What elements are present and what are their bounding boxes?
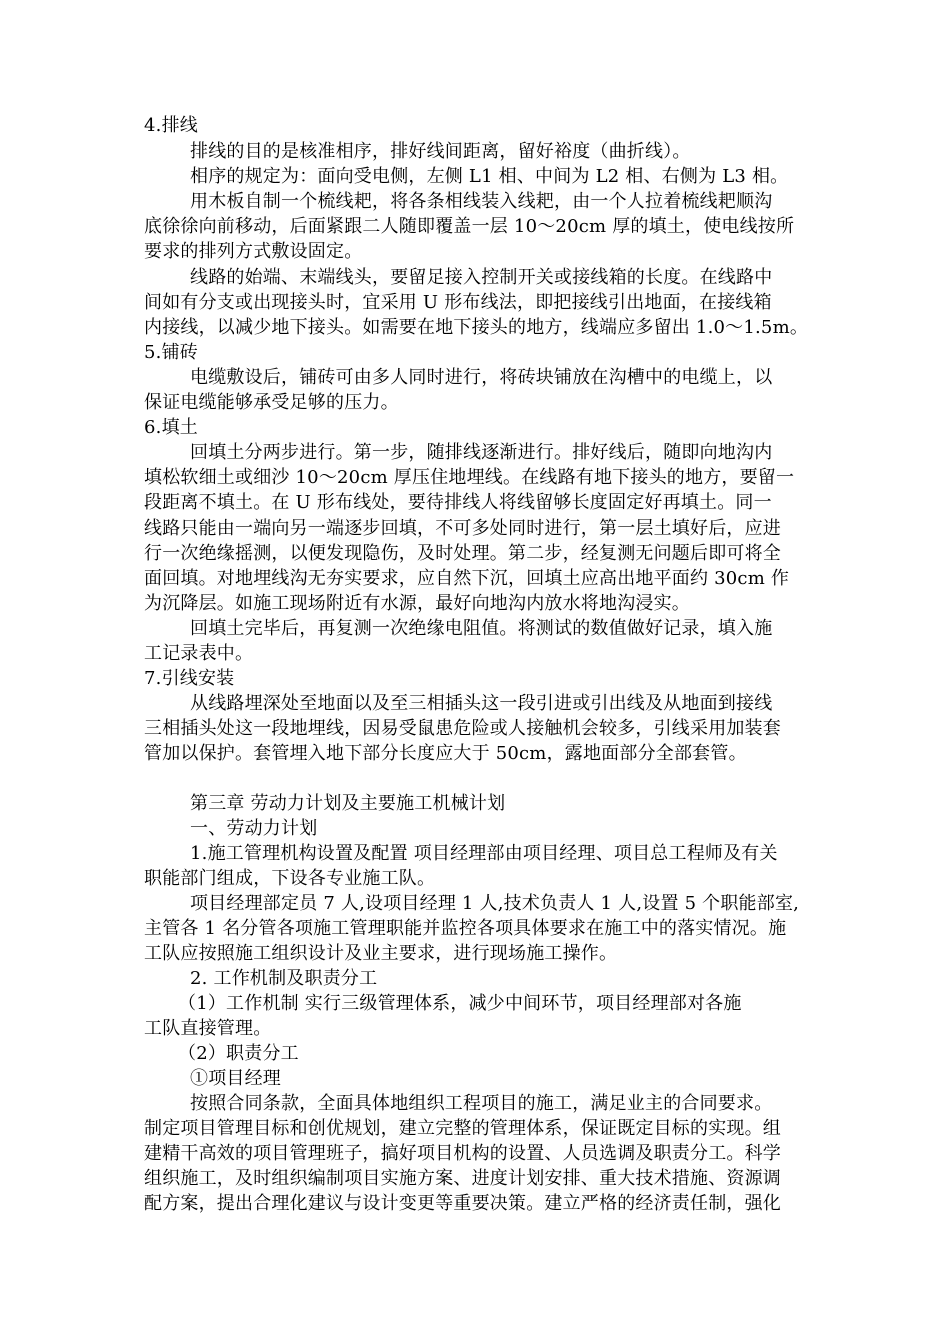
paragraph-line: 电缆敷设后，铺砖可由多人同时进行，将砖块铺放在沟槽中的电缆上，以 (190, 367, 773, 388)
paragraph-line: 从线路埋深处至地面以及至三相插头这一段引进或引出线及从地面到接线 (190, 693, 773, 714)
paragraph-line: 行一次绝缘摇测，以便发现隐伤，及时处理。第二步，经复测无问题后即可将全 (144, 543, 781, 564)
paragraph-line: 工记录表中。 (144, 643, 254, 664)
subsection-heading: 2. 工作机制及职责分工 (190, 968, 378, 989)
paragraph-line: 底徐徐向前移动，后面紧跟二人随即覆盖一层 10～20cm 厚的填土，使电线按所 (144, 216, 795, 237)
section-heading-5: 5.铺砖 (144, 342, 198, 363)
paragraph-line: 职能部门组成，下设各专业施工队。 (144, 868, 436, 889)
paragraph-line: 为沉降层。如施工现场附近有水源，最好向地沟内放水将地沟浸实。 (144, 593, 690, 614)
paragraph-line: 线路只能由一端向另一端逐步回填，不可多处同时进行，第一层土填好后，应进 (144, 518, 781, 539)
paragraph-line: 管加以保护。套管埋入地下部分长度应大于 50cm，露地面部分全部套管。 (144, 743, 747, 764)
section-heading-4: 4.排线 (144, 115, 198, 136)
paragraph-line: 内接线，以减少地下接头。如需要在地下接头的地方，线端应多留出 1.0～1.5m。 (144, 317, 809, 338)
paragraph-line: 配方案，提出合理化建议与设计变更等重要决策。建立严格的经济责任制，强化 (144, 1193, 781, 1214)
paragraph-line: 主管各 1 名分管各项施工管理职能并监控各项具体要求在施工中的落实情况。施 (144, 918, 787, 939)
chapter-title: 第三章 劳动力计划及主要施工机械计划 (190, 793, 506, 814)
paragraph-line: 段距离不填土。在 U 形布线处，要待排线人将线留够长度固定好再填土。同一 (144, 492, 772, 513)
paragraph-line: 三相插头处这一段地埋线，因易受鼠患危险或人接触机会较多，引线采用加装套 (144, 718, 781, 739)
paragraph-line: 回填土分两步进行。第一步，随排线逐渐进行。排好线后，随即向地沟内 (190, 442, 773, 463)
paragraph-line: 建精干高效的项目管理班子，搞好项目机构的设置、人员选调及职责分工。科学 (144, 1143, 781, 1164)
paragraph-line: 工队直接管理。 (144, 1018, 272, 1039)
paragraph-line: 填松软细土或细沙 10～20cm 厚压住地埋线。在线路有地下接头的地方，要留一 (144, 467, 795, 488)
paragraph-line: （1）工作机制 实行三级管理体系，减少中间环节，项目经理部对各施 (178, 993, 742, 1014)
paragraph-line: 要求的排列方式敷设固定。 (144, 241, 363, 262)
paragraph-line: 线路的始端、末端线头，要留足接入控制开关或接线箱的长度。在线路中 (190, 267, 773, 288)
paragraph-line: 工队应按照施工组织设计及业主要求，进行现场施工操作。 (144, 943, 618, 964)
paragraph-line: 保证电缆能够承受足够的压力。 (144, 392, 399, 413)
paragraph-line: 排线的目的是核准相序，排好线间距离，留好裕度（曲折线）。 (190, 141, 691, 162)
paragraph-line: 制定项目管理目标和创优规划，建立完整的管理体系，保证既定目标的实现。组 (144, 1118, 781, 1139)
paragraph-line: 用木板自制一个梳线耙，将各条相线装入线耙，由一个人拉着梳线耙顺沟 (190, 191, 773, 212)
subsection-heading: ①项目经理 (190, 1068, 281, 1089)
paragraph-line: 相序的规定为：面向受电侧，左侧 L1 相、中间为 L2 相、右侧为 L3 相。 (190, 166, 789, 187)
paragraph-line: 间如有分支或出现接头时，宜采用 U 形布线法，即把接线引出地面，在接线箱 (144, 292, 772, 313)
paragraph-line: 面回填。对地埋线沟无夯实要求，应自然下沉，回填土应高出地平面约 30cm 作 (144, 568, 790, 589)
subsection-heading: （2）职责分工 (178, 1043, 299, 1064)
section-heading-7: 7.引线安装 (144, 668, 235, 689)
paragraph-line: 组织施工，及时组织编制项目实施方案、进度计划安排、重大技术措施、资源调 (144, 1168, 781, 1189)
paragraph-line: 按照合同条款，全面具体地组织工程项目的施工，满足业主的合同要求。 (190, 1093, 773, 1114)
subsection-heading: 一、劳动力计划 (190, 818, 318, 839)
paragraph-line: 项目经理部定员 7 人,设项目经理 1 人,技术负责人 1 人,设置 5 个职能部室, (190, 893, 800, 914)
paragraph-line: 回填土完毕后，再复测一次绝缘电阻值。将测试的数值做好记录，填入施 (190, 618, 773, 639)
paragraph-line: 1.施工管理机构设置及配置 项目经理部由项目经理、项目总工程师及有关 (190, 843, 778, 864)
section-heading-6: 6.填土 (144, 417, 198, 438)
